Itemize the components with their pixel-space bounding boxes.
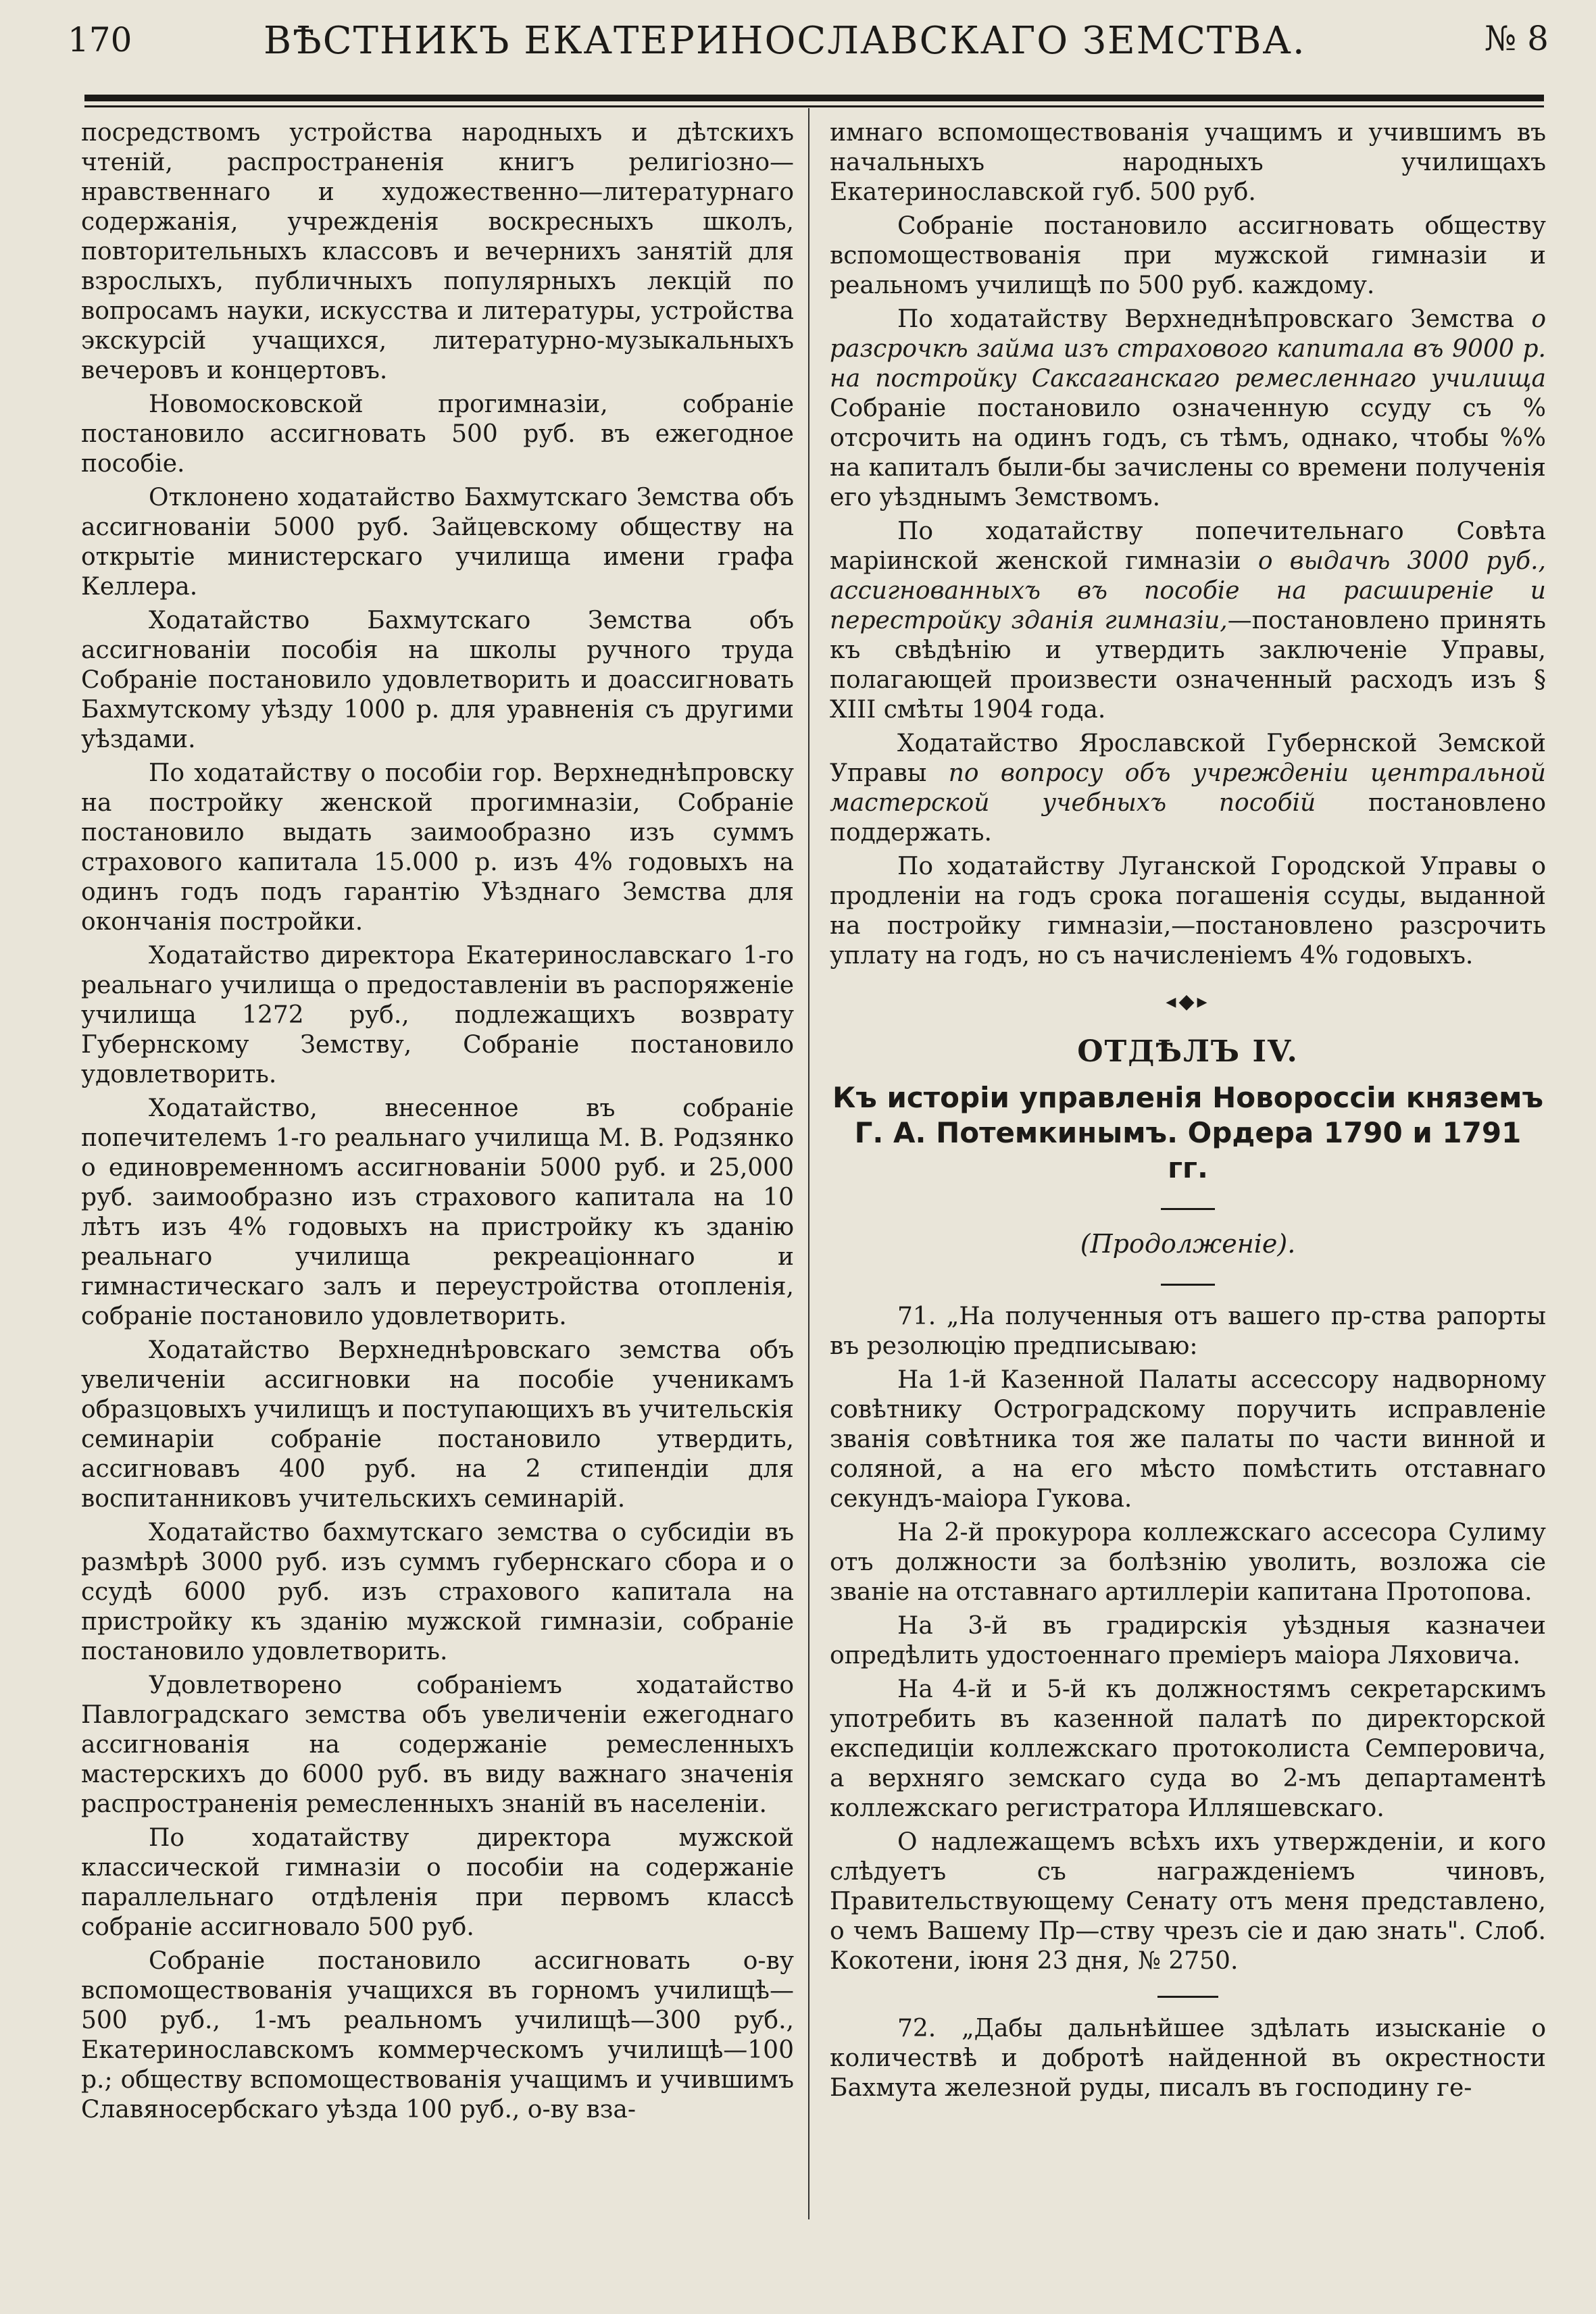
paragraph: посредствомъ устройства народныхъ и дѣтскихъ чтеній, распространенія книгъ религіозно—нравственнаго и художественно—литературнаго содержанія, учрежденія воскресныхъ школъ, повторительныхъ классовъ и вечернихъ занятій для взрослыхъ, публичныхъ популярныхъ лекцій по вопросамъ науки, искусства и литературы, устройства экскурсій учащихся, литературно-музыкальныхъ вечеровъ и концертовъ.: [81, 119, 794, 384]
page-number: 170: [68, 20, 132, 59]
separator-dash: [830, 1192, 1546, 1222]
paragraph: На 2-й прокурора коллежскаго ассесора Сулиму отъ должности за болѣзнію уволить, возложа сіе званіе на отставнаго артиллеріи капитана Протопова.: [830, 1519, 1546, 1606]
paragraph: Ходатайство Верхнеднѣровскаго земства объ увеличеніи ассигновки на пособіе ученикамъ образцовыхъ училищъ и поступающихъ въ учительскія семинаріи собраніе постановило утвердить, ассигновавъ 400 руб. на 2 стипендіи для воспитанниковъ учительскихъ семинарій.: [81, 1336, 794, 1513]
italic-text: по вопросу объ учрежденіи центральной мастерской учебныхъ пособій: [830, 759, 1546, 817]
journal-title: ВѢСТНИКЪ ЕКАТЕРИНОСЛАВСКАГО ЗЕМСТВА.: [264, 19, 1306, 63]
separator-dash: [830, 1980, 1546, 2010]
text-run: По ходатайству Верхнеднѣпровскаго Земства: [897, 305, 1532, 333]
text-run: Ходатайство Ярославской Губернской Земской Управы: [830, 730, 1546, 787]
text-run: Собраніе постановило означенную ссуду съ % отсрочить на одинъ годъ, съ тѣмъ, однако, чтобы %% на капиталъ были-бы зачислены со времени полученія его уѣзднымъ Земствомъ.: [830, 395, 1546, 511]
paragraph: Ходатайство бахмутскаго земства о субсидіи въ размѣрѣ 3000 руб. изъ суммъ губернскаго сбора и о ссудѣ 6000 руб. изъ страхового капитала на пристройку къ зданію мужской гимназіи, собраніе постановило удовлетворить.: [81, 1519, 794, 1665]
paragraph: Отклонено ходатайство Бахмутскаго Земства объ ассигнованіи 5000 руб. Зайцевскому обществу на открытіе министерскаго училища имени графа Келлера.: [81, 484, 794, 601]
paragraph: По ходатайству директора мужской классической гимназіи о пособіи на содержаніе параллельнаго отдѣленія при первомъ классѣ собраніе ассигновало 500 руб.: [81, 1824, 794, 1941]
text-run: —постановлено принять къ свѣдѣнію и утвердить заключеніе Управы, полагающей произвести означенный расходъ изъ § XIII смѣты 1904 года.: [830, 607, 1547, 724]
italic-text: о выдачѣ 3000 руб., ассигнованныхъ въ пособіе на расширеніе и перестройку зданія гимназіи,: [830, 547, 1546, 634]
continued-label: (Продолженіе).: [1080, 1229, 1296, 1259]
left-column: [81, 118, 794, 2129]
paragraph: [830, 305, 1546, 513]
section-ornament: ◂◆▸: [1166, 990, 1210, 1013]
paragraph: Ходатайство директора Екатеринославскаго 1-го реальнаго училища о предоставленіи въ распоряженіе училища 1272 руб., подлежащихъ возврату Губернскому Земству, Собраніе постановило удовлетворить.: [81, 942, 794, 1088]
header-rule-thick: [84, 95, 1544, 101]
section-title: ОТДѢЛЪ IV.: [1077, 1034, 1299, 1069]
text-run: По ходатайству попечительнаго Совѣта маріинской женской гимназіи: [830, 518, 1546, 575]
article-title: Къ исторіи управленія Новороссіи княземъ Г. А. Потемкинымъ. Ордера 1790 и 1791 гг.: [832, 1081, 1544, 1184]
paragraph: Новомосковской прогимназіи, собраніе постановило ассигновать 500 руб. въ ежегодное пособіе.: [81, 391, 794, 478]
text-run: постановлено поддержать.: [830, 789, 1546, 847]
paragraph: О надлежащемъ всѣхъ ихъ утвержденіи, и кого слѣдуетъ съ награжденіемъ чиновъ, Правительствующему Сенату отъ меня представлено, о чемъ Вашему Пр—ству чрезъ сіе и даю знать". Слоб. Кокотени, іюня 23 дня, № 2750.: [830, 1828, 1546, 1975]
paragraph: По ходатайству о пособіи гор. Верхнеднѣпровску на постройку женской прогимназіи, Собраніе постановило выдать заимообразно изъ суммъ страхового капитала 15.000 р. изъ 4% годовыхъ на одинъ годъ подъ гарантію Уѣзднаго Земства для окончанія постройки.: [81, 759, 794, 936]
header-rule-thin: [84, 105, 1544, 107]
paragraph: 72. „Дабы дальнѣйшее здѣлать изысканіе о количествѣ и добротѣ найденной въ окрестности Бахмута железной руды, писалъ въ господину ге-: [830, 2015, 1546, 2102]
issue-number: № 8: [1484, 19, 1549, 58]
paragraph: имнаго вспомоществованія учащимъ и учившимъ въ начальныхъ народныхъ училищахъ Екатеринославской губ. 500 руб.: [830, 119, 1546, 206]
paragraph: Удовлетворено собраніемъ ходатайство Павлоградскаго земства объ увеличеніи ежегоднаго ассигнованія на содержаніе ремесленныхъ мастерскихъ до 6000 руб. въ виду важнаго значенія распространенія ремесленныхъ знаній въ населеніи.: [81, 1671, 794, 1818]
paragraph: Собраніе постановило ассигновать обществу вспомоществованія при мужской гимназіи и реальномъ училищѣ по 500 руб. каждому.: [830, 212, 1546, 299]
separator-dash: [830, 1268, 1546, 1298]
paragraph: По ходатайству Луганской Городской Управы о продленіи на годъ срока погашенія ссуды, выданной на постройку гимназіи,—постановлено разсрочить уплату на годъ, но съ начисленіемъ 4% годовыхъ.: [830, 853, 1546, 970]
right-column: [830, 118, 1546, 2107]
paragraph: Ходатайство, внесенное въ собраніе попечителемъ 1-го реальнаго училища М. В. Родзянко о единовременномъ ассигнованіи 5000 руб. и 25,000 руб. заимообразно изъ страхового капитала на 10 лѣтъ изъ 4% годовыхъ на пристройку къ зданію реальнаго училища рекреаціоннаго и гимнастическаго залъ и переустройства отопленія, собраніе постановило удовлетворить.: [81, 1095, 794, 1330]
paragraph: [830, 729, 1546, 848]
paragraph: 71. „На полученныя отъ вашего пр-ства рапорты въ резолюцію предписываю:: [830, 1303, 1546, 1360]
paragraph: Собраніе постановило ассигновать о-ву вспомоществованія учащихся въ горномъ училищѣ—500 руб., 1-мъ реальномъ училищѣ—300 руб., Екатеринославскомъ коммерческомъ училищѣ—100 р.; обществу вспомоществованія учащимъ и учившимъ Славяносербскаго уѣзда 100 руб., о-ву вза-: [81, 1947, 794, 2123]
paragraph: На 1-й Казенной Палаты ассессору надворному совѣтнику Остроградскому поручить исправленіе званія совѣтника тоя же палаты по части винной и соляной, а на его мѣсто помѣстить отставнаго секундъ-маіора Гукова.: [830, 1366, 1546, 1513]
paragraph: На 3-й въ градирскія уѣздныя казначеи опредѣлить удостоеннаго премiеръ маіора Ляховича.: [830, 1612, 1546, 1669]
paragraph: На 4-й и 5-й къ должностямъ секретарскимъ употребить въ казенной палатѣ по директорской експедиціи коллежскаго протоколиста Семперовича, а верхняго земскаго суда во 2-мъ департаментѣ коллежскаго регистратора Илляшевскаго.: [830, 1676, 1546, 1822]
paragraph: Ходатайство Бахмутскаго Земства объ ассигнованіи пособія на школы ручного труда Собраніе постановило удовлетворить и доассигновать Бахмутскому уѣзду 1000 р. для уравненія съ другими уѣздами.: [81, 607, 794, 753]
italic-text: о разсрочкѣ займа изъ страхового капитала въ 9000 р. на постройку Саксаганскаго ремесленнаго училища: [830, 305, 1546, 393]
column-divider: [808, 108, 809, 2219]
paragraph: [830, 517, 1546, 725]
